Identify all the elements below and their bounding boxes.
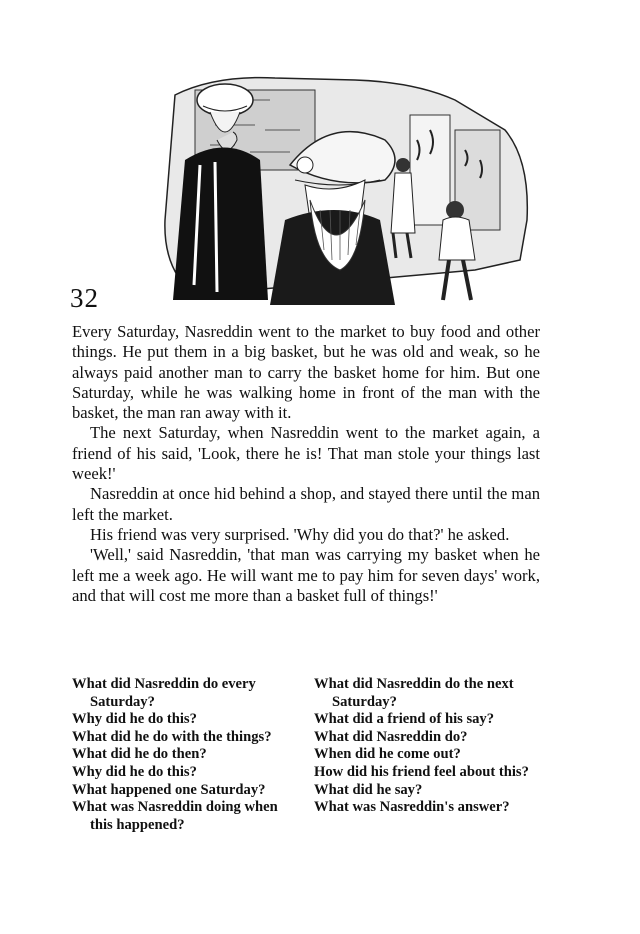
market-scene-illustration [155,70,535,305]
questions-right-column [314,676,542,834]
question-item: What did a friend of his say? [314,711,495,728]
comprehension-questions [72,676,542,834]
story-paragraph: Every Saturday, Nasreddin went to the market to buy food and other things. He put them in a big basket, but he was old and weak, so he always paid another man to carry the basket home for him. But one Saturday, while he was walking home in front of the man with the basket, the man ran away with it. [72,322,540,423]
question-item: What did he say? [314,781,423,798]
story-paragraph: The next Saturday, when Nasreddin went to the market again, a friend of his said, 'Look, there he is! That man stole your things last week!' [72,423,540,484]
question-item: What was Nasreddin doing when this happened? [72,799,278,833]
question-item: What did Nasreddin do the next Saturday? [314,676,514,710]
question-item: When did he come out? [314,746,461,763]
question-item: What was Nasreddin's answer? [314,799,510,816]
question-item: Why did he do this? [72,711,197,728]
question-item: What did Nasreddin do every Saturday? [72,676,256,710]
question-item: How did his friend feel about this? [314,763,529,780]
story-paragraph: Nasreddin at once hid behind a shop, and stayed there until the man left the market. [72,484,540,524]
question-item: What did Nasreddin do? [314,728,468,745]
story-paragraph: 'Well,' said Nasreddin, 'that man was carrying my basket when he left me a week ago. He will want me to pay him for seven days' work, and that will cost me more than a basket full of things!' [72,545,540,605]
story-paragraph: His friend was very surprised. 'Why did you do that?' he asked. [90,524,510,544]
story-text [72,322,540,606]
question-item: Why did he do this? [72,763,197,780]
page-number: 32 [70,283,99,313]
question-item: What happened one Saturday? [72,781,266,798]
question-item: What did he do with the things? [72,728,272,745]
questions-left-column [72,676,304,834]
question-item: What did he do then? [72,746,207,763]
